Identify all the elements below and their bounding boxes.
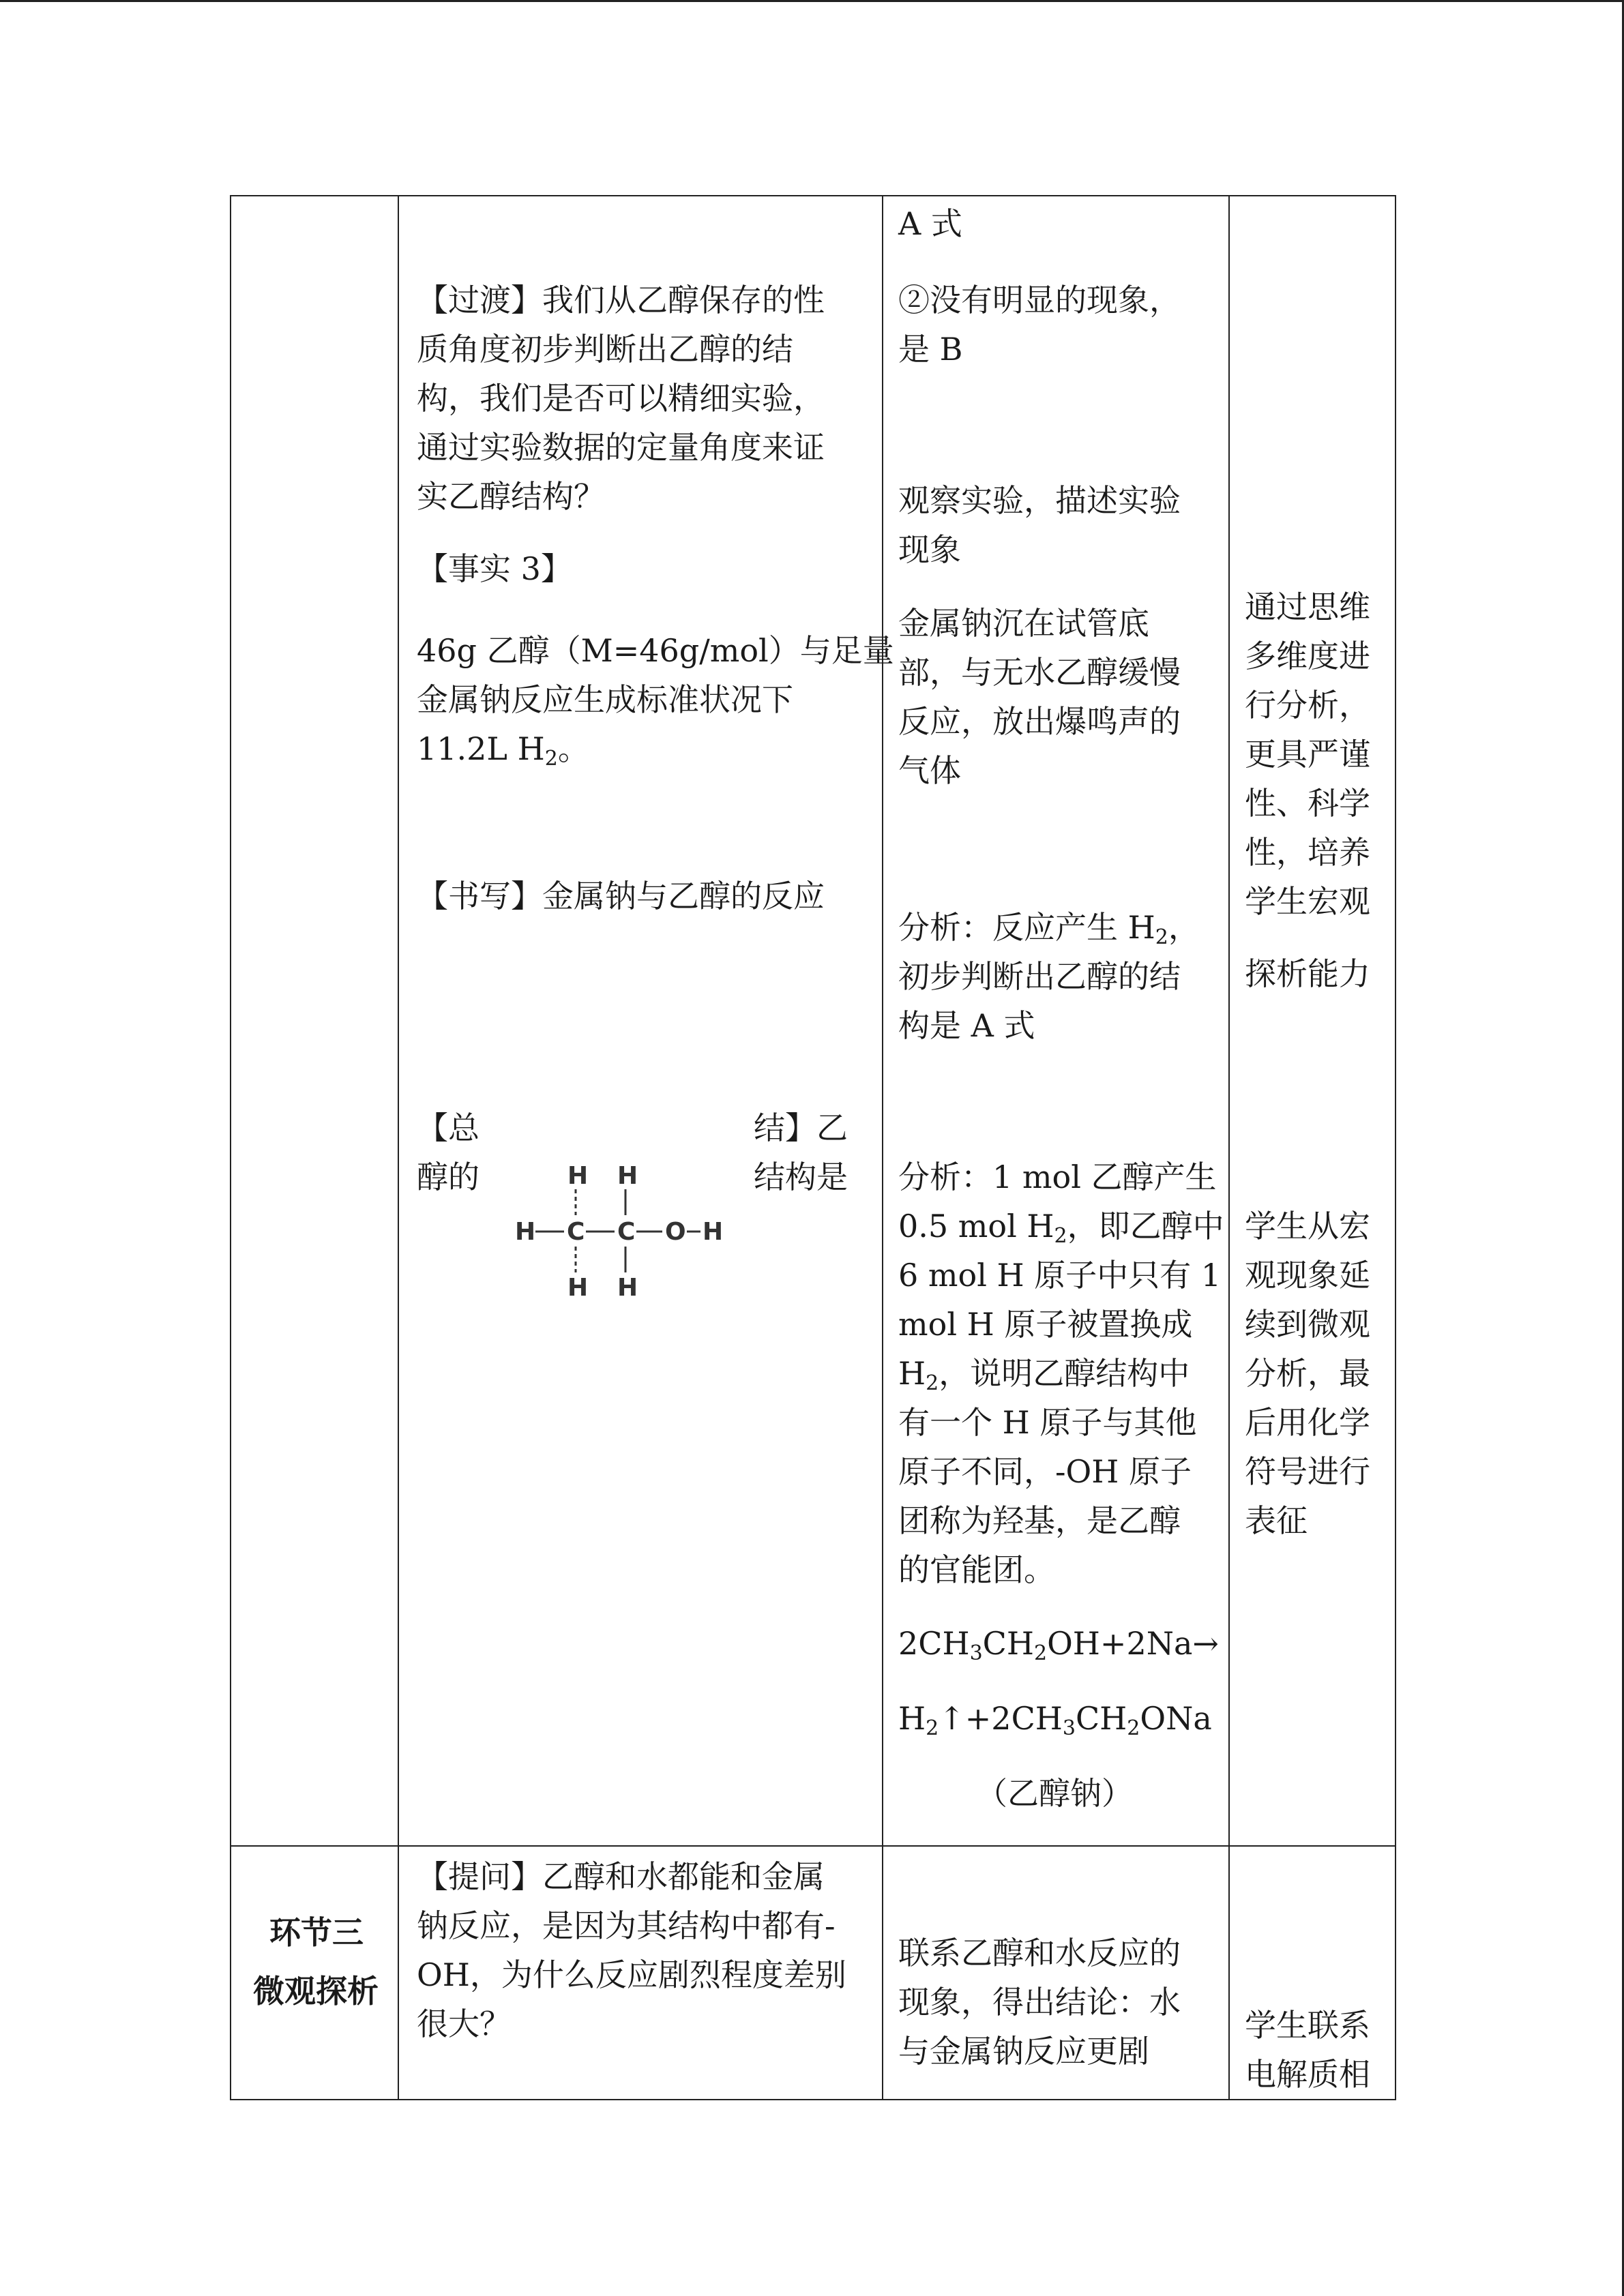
student-activity-cell: [883, 1846, 1229, 2100]
intent-line: 后用化学: [1245, 1404, 1370, 1441]
fact-line: 11.2L $H_2$。: [417, 730, 589, 771]
student-activity-cell: [883, 196, 1229, 1846]
analysis-line: 有一个 H 原子与其他: [898, 1404, 1197, 1441]
intent-line: 行分析，: [1245, 687, 1370, 724]
struct-atom: H: [567, 1274, 589, 1302]
conclusion-line: 现象，得出结论：水: [898, 1984, 1181, 2021]
intent-line: 分析，最: [1245, 1355, 1370, 1392]
equation-line: $2CH_3CH_2OH+2Na\to$: [898, 1625, 1219, 1665]
intent-line: 多维度进: [1245, 638, 1370, 674]
question-line: 【提问】乙醇和水都能和金属: [417, 1858, 825, 1895]
product-name: （乙醇钠）: [976, 1775, 1133, 1812]
design-intent-cell: [1229, 1846, 1396, 2100]
intent-line: 学生宏观: [1245, 883, 1370, 920]
struct-atom: H: [617, 1162, 638, 1190]
analysis-line: 分析：反应产生 $H_2$，: [898, 909, 1200, 949]
summary-text: 结】乙: [754, 1109, 848, 1146]
stage-cell: [231, 196, 398, 1846]
analysis-line: mol H 原子被置换成: [898, 1306, 1193, 1343]
phenomenon-line: 金属钠沉在试管底: [898, 605, 1149, 642]
analysis-line: 的官能团。: [898, 1551, 1055, 1588]
lesson-plan-table: [230, 195, 1396, 2100]
struct-atom: H: [567, 1162, 589, 1190]
intent-line: 表征: [1245, 1502, 1308, 1539]
answer-line: A 式: [898, 205, 962, 242]
phenomenon-line: 反应，放出爆鸣声的: [898, 703, 1181, 740]
intent-line: 电解质相: [1245, 2056, 1370, 2093]
intent-line: 学生联系: [1245, 2007, 1370, 2044]
fact-line: 金属钠反应生成标准状况下: [417, 681, 793, 718]
page-top-border: [0, 0, 1624, 2]
analysis-line: 构是 A 式: [898, 1007, 1035, 1044]
observe-line: 观察实验，描述实验: [898, 482, 1181, 519]
intent-line: 观现象延: [1245, 1257, 1370, 1294]
observe-line: 现象: [898, 531, 961, 568]
answer-line: ②没有明显的现象，: [898, 282, 1181, 318]
analysis-line: $H_2$，说明乙醇结构中: [898, 1355, 1190, 1395]
analysis-line: 0.5 mol $H_2$，即乙醇中: [898, 1208, 1224, 1248]
stage-label: 环节三: [269, 1914, 364, 1951]
struct-atom: H: [617, 1274, 638, 1302]
fact-line: 46g 乙醇（M=46g/mol）与足量: [417, 632, 894, 669]
transition-line: 通过实验数据的定量角度来证: [417, 429, 825, 466]
intent-line: 更具严谨: [1245, 736, 1370, 773]
fact-title: 【事实 3】: [417, 550, 572, 587]
intent-line: 学生从宏: [1245, 1208, 1370, 1244]
struct-atom: C: [617, 1218, 636, 1246]
summary-text: 结构是: [754, 1159, 848, 1195]
intent-line: 性、科学: [1245, 785, 1370, 822]
design-intent-cell: [1229, 196, 1396, 1846]
summary-text: 醇的: [417, 1159, 479, 1195]
struct-atom: H: [703, 1218, 724, 1246]
transition-line: 【过渡】我们从乙醇保存的性: [417, 282, 825, 318]
transition-line: 构，我们是否可以精细实验，: [417, 380, 825, 417]
stage-cell: [231, 1846, 398, 2100]
phenomenon-line: 部，与无水乙醇缓慢: [898, 654, 1181, 691]
conclusion-line: 联系乙醇和水反应的: [898, 1935, 1181, 1971]
intent-line: 通过思维: [1245, 588, 1370, 625]
stage-label: 微观探析: [253, 1973, 379, 2010]
teacher-activity-cell: [398, 196, 894, 1846]
analysis-line: 原子不同，-OH 原子: [898, 1453, 1192, 1490]
table-row: [231, 196, 1396, 1846]
struct-atom: C: [567, 1218, 585, 1246]
conclusion-line: 与金属钠反应更剧: [898, 2033, 1149, 2070]
struct-atom: O: [665, 1218, 686, 1246]
intent-line: 续到微观: [1245, 1306, 1370, 1343]
transition-line: 实乙醇结构？: [417, 478, 605, 515]
question-line: 很大？: [417, 2006, 511, 2042]
write-task: 【书写】金属钠与乙醇的反应: [417, 878, 825, 914]
struct-atom: H: [515, 1218, 536, 1246]
answer-line: 是 B: [898, 331, 963, 368]
analysis-line: 分析：1 mol 乙醇产生: [898, 1159, 1217, 1195]
phenomenon-line: 气体: [898, 752, 961, 789]
summary-text: 【总: [417, 1109, 479, 1146]
intent-line: 性，培养: [1245, 834, 1370, 871]
analysis-line: 初步判断出乙醇的结: [898, 958, 1181, 995]
analysis-line: 6 mol H 原子中只有 1: [898, 1257, 1222, 1294]
teacher-activity-cell: [398, 1846, 883, 2100]
question-line: 钠反应，是因为其结构中都有-: [417, 1907, 836, 1944]
analysis-line: 团称为羟基，是乙醇: [898, 1502, 1181, 1539]
ethanol-structure: [508, 1151, 724, 1315]
intent-line: 符号进行: [1245, 1453, 1370, 1490]
table-row: [231, 1846, 1396, 2100]
question-line: OH，为什么反应剧烈程度差别: [417, 1956, 846, 1993]
transition-line: 质角度初步判断出乙醇的结: [417, 331, 793, 368]
intent-line: 探析能力: [1245, 955, 1370, 992]
equation-line: $H_2↑+2CH_3CH_2ONa$: [898, 1700, 1212, 1740]
